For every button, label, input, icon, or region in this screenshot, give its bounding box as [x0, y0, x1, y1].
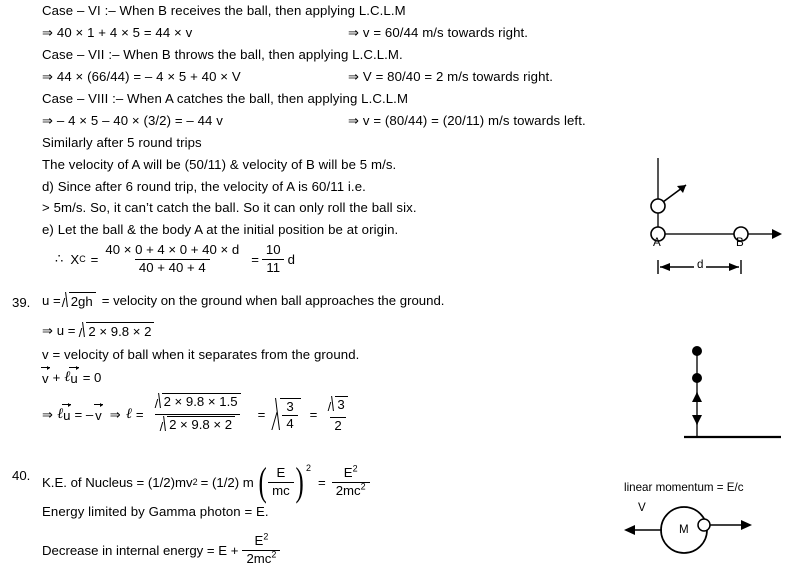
problem-39-line-1	[42, 292, 444, 309]
down-arrowhead-icon	[692, 415, 702, 425]
therefore-symbol: ∴	[55, 251, 64, 267]
p39-frac-den-radical	[160, 416, 235, 433]
ball-diagram-svg	[684, 342, 784, 442]
p39-inner-fraction	[282, 400, 297, 432]
velocity-ab-line: The velocity of A will be (50/11) & velocity of B will be 5 m/s.	[42, 157, 397, 172]
p40-paren-numerator: E	[276, 465, 286, 480]
p40-result-den-exponent: 2	[360, 481, 366, 492]
figure-ab-diagram	[636, 152, 786, 277]
p40-l3-den-base: 2mc	[246, 550, 272, 566]
problem-39-line-4	[42, 369, 101, 386]
xc-symbol: X	[70, 251, 80, 267]
figure-ball-diagram	[684, 342, 784, 442]
problem-39-line-5	[42, 393, 356, 436]
p40-l3-fraction	[242, 531, 280, 566]
p39-l5-equals-2: =	[135, 407, 144, 423]
xc-equals-1: =	[90, 251, 99, 267]
problem-40-line-1: K.E. of Nucleus = (1/2)mv 2 = (1/2) m ( $\frac{E}{mc}$ ) 2 = $\frac{E^2}{2mc^2}$	[42, 466, 373, 498]
p40-l1-prefix: K.E. of Nucleus = (1/2)mv	[42, 474, 193, 490]
open-paren-icon: (	[258, 458, 267, 504]
p39-l5-arrow-1: ⇒	[42, 406, 54, 422]
p40-l1-mid: = (1/2) m	[200, 474, 254, 490]
dimension-arrowhead-right-icon	[729, 263, 739, 271]
p39-final-radicand: 3	[335, 396, 347, 413]
p40-l3-numerator	[251, 531, 273, 550]
problem-39-line-3: v = velocity of ball when it separates from the ground.	[42, 347, 360, 362]
problem-40-line-3	[42, 531, 283, 566]
ab-diagram-svg	[636, 152, 786, 277]
p39-l4-equals-zero: = 0	[82, 370, 102, 385]
p39-l2-prefix: ⇒ u =	[42, 322, 76, 338]
horizontal-axis-arrowhead-icon	[772, 229, 782, 239]
nucleus-label-v: V	[638, 501, 646, 514]
p40-result-denominator	[332, 482, 370, 499]
figure-label-d: d	[694, 258, 706, 271]
p39-sqrt-frac-denominator: 4	[282, 415, 297, 432]
xc-result-numerator: 10	[265, 242, 281, 257]
p39-sqrt-frac-numerator: 3	[286, 398, 294, 414]
dimension-arrowhead-left-icon	[660, 263, 670, 271]
case-vi-equation-right: ⇒ v = 60/44 m/s towards right.	[348, 25, 529, 40]
p39-l5-u-vector: u	[63, 407, 71, 423]
ball-top-marker	[692, 346, 702, 356]
p39-frac-numerator	[150, 393, 246, 414]
photon-arrowhead-icon	[741, 520, 752, 530]
p40-l1-equals: =	[318, 474, 326, 490]
nucleus-caption: linear momentum = E/c	[624, 481, 744, 494]
p39-final-numerator	[323, 396, 352, 417]
p40-l3-num-exponent: 2	[263, 531, 269, 542]
p39-frac-den-radicand: 2 × 9.8 × 2	[167, 416, 235, 433]
p39-l2-radical	[79, 322, 154, 339]
problem-40-number: 40.	[12, 468, 31, 483]
p39-l4-ell: ℓ	[64, 369, 71, 385]
p39-radical-fraction	[150, 393, 246, 436]
p40-result-fraction	[332, 463, 370, 498]
p40-result-num-base: E	[343, 465, 353, 480]
similarly-line: Similarly after 5 round trips	[42, 135, 202, 150]
part-e-line: e) Let the ball & the body A at the initial position be at origin.	[42, 222, 399, 237]
xc-numerator: 40 × 0 + 4 × 0 + 40 × d	[105, 242, 240, 257]
p39-final-denominator: 2	[330, 417, 345, 434]
p39-equals-4: =	[309, 407, 318, 423]
p39-l2-radicand: 2 × 9.8 × 2	[86, 322, 154, 339]
figure-label-a: A	[653, 236, 661, 249]
p40-result-den-base: 2mc	[335, 482, 361, 498]
p39-l5-equals-1: = –	[74, 407, 94, 423]
p39-frac-denominator	[155, 414, 240, 436]
figure-nucleus-diagram	[612, 481, 787, 566]
xc-fraction	[101, 243, 243, 275]
p40-result-numerator	[340, 463, 362, 482]
p39-l5-arrow-2: ⇒	[109, 406, 121, 422]
p39-l4-plus: +	[52, 370, 61, 385]
p39-l4-v-vector: v	[42, 370, 49, 386]
p39-l5-ell-1: ℓ	[57, 406, 64, 423]
p39-equals-3: =	[257, 407, 266, 423]
p39-l5-ell-2: ℓ	[125, 406, 132, 423]
xc-result-variable: d	[287, 251, 295, 267]
xc-result-fraction	[262, 243, 285, 275]
p39-sqrt-fraction-body	[280, 398, 300, 432]
case-viii-equation-right: ⇒ v = (80/44) = (20/11) m/s towards left.	[348, 113, 586, 128]
ball-middle-marker	[692, 373, 702, 383]
case-vii-title: Case – VII :– When B throws the ball, then applying L.C.L.M.	[42, 47, 403, 62]
p39-l1-radicand: 2gh	[69, 292, 96, 309]
case-viii-equation-left: ⇒ – 4 × 5 – 40 × (3/2) = – 44 v	[42, 113, 223, 128]
p39-l5-v-vector: v	[95, 407, 102, 423]
p40-paren-denominator: mc	[268, 482, 294, 499]
p40-result-num-exponent: 2	[352, 463, 358, 474]
problem-39-line-2	[42, 322, 155, 339]
p39-l1-radical	[62, 292, 96, 309]
xc-result-denominator: 11	[262, 259, 284, 276]
case-vii-equation-left: ⇒ 44 × (66/44) = – 4 × 5 + 40 × V	[42, 69, 241, 84]
case-vii-equation-right: ⇒ V = 80/40 = 2 m/s towards right.	[348, 69, 554, 84]
case-vi-title: Case – VI :– When B receives the ball, then applying L.C.L.M	[42, 3, 406, 18]
radical-tick-icon	[160, 416, 167, 433]
figure-label-b: B	[736, 236, 744, 249]
velocity-arrowhead-left-icon	[624, 525, 635, 535]
close-paren-icon: )	[295, 458, 304, 504]
xc-denominator: 40 + 40 + 4	[135, 259, 210, 276]
part-d-line2: > 5m/s. So, it can’t catch the ball. So it can only roll the ball six.	[42, 200, 417, 215]
photon-marker	[698, 519, 710, 531]
part-d-line1: d) Since after 6 round trip, the velocity of A is 60/11 i.e.	[42, 179, 366, 194]
p39-final-radical	[328, 396, 347, 413]
p40-l3-denominator	[242, 550, 280, 567]
radical-tick-icon	[79, 322, 86, 339]
p39-frac-num-radicand: 2 × 9.8 × 1.5	[162, 393, 241, 410]
p39-frac-num-radical	[155, 393, 241, 410]
p40-l3-num-base: E	[254, 533, 264, 548]
xc-equals-2: =	[251, 251, 259, 267]
radical-tick-icon	[273, 398, 280, 432]
p40-l3-den-exponent: 2	[271, 549, 277, 560]
p39-l1-suffix: = velocity on the ground when ball approaches the ground.	[101, 293, 445, 308]
problem-40-line-2: Energy limited by Gamma photon = E.	[42, 504, 269, 519]
nucleus-label-m: M	[679, 523, 689, 536]
radical-tick-icon	[328, 396, 335, 413]
p39-l4-u-vector: u	[70, 370, 78, 386]
velocity-arrowhead-icon	[677, 185, 686, 193]
p39-l1-prefix: u =	[42, 293, 61, 308]
case-vi-equation-left: ⇒ 40 × 1 + 4 × 5 = 44 × v	[42, 25, 193, 40]
p39-final-fraction	[323, 396, 352, 434]
radical-tick-icon	[62, 292, 69, 309]
p40-l3-prefix: Decrease in internal energy = E +	[42, 542, 239, 558]
xc-equation: ∴ X C = $\frac{40 \times 0 + 4 \times 0 + 40 \times d}{40 + 40 + 4}$ = $\frac{10}{11}$ d	[55, 242, 295, 275]
radical-tick-icon	[155, 393, 162, 410]
p39-sqrt-of-fraction	[273, 398, 300, 432]
p40-paren-fraction	[268, 466, 294, 498]
up-arrowhead-icon	[692, 392, 702, 402]
case-viii-title: Case – VIII :– When A catches the ball, then applying L.C.L.M	[42, 91, 409, 106]
problem-39-number: 39.	[12, 295, 31, 310]
